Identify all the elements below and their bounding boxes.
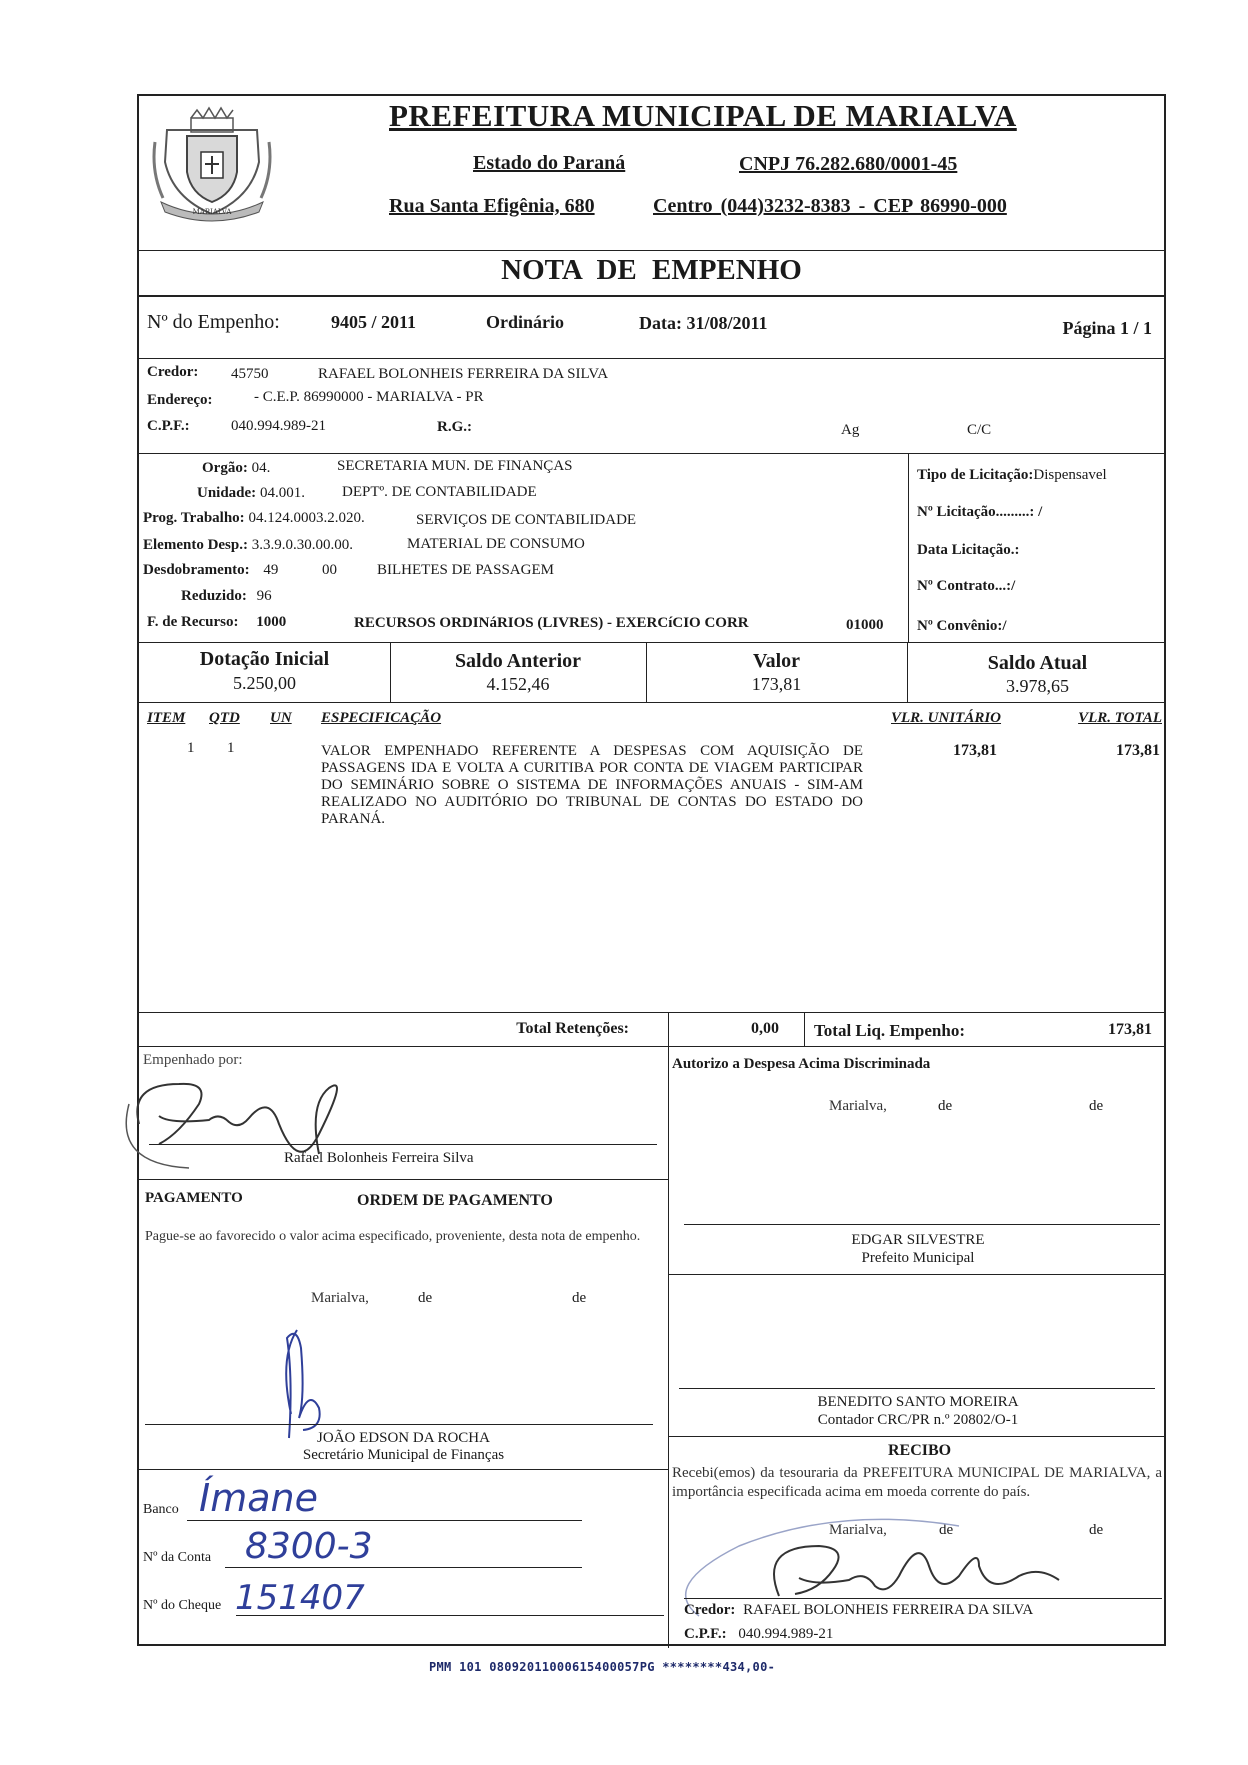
autorizo-label: Autorizo a Despesa Acima Discriminada [672,1056,931,1072]
contact-label: Centro (044)3232-8383 - CEP 86990-000 [653,195,1007,217]
cpf-value: 040.994.989-21 [231,418,326,434]
item-description: VALOR EMPENHADO REFERENTE A DESPESAS COM AQUISIÇÃO DE PASSAGENS IDA E VOLTA A CURITIBA POR CONTA DE VIAGEM PARTICIPAR DO SEMINÁRIO SOBRE O SISTEMA DE INFORMAÇÕES ANUAIS - SIM-AM REALIZADO NO AUDITÓRIO DO TRIBUNAL DE CONTAS DO ESTADO DO PARANÁ. [321,743,863,827]
col-vlr-unit: VLR. UNITÁRIO [891,710,1002,726]
secretario-cargo: Secretário Municipal de Finanças [302,1447,505,1463]
municipality-title: PREFEITURA MUNICIPAL DE MARIALVA [389,98,1017,133]
elem-row: Elemento Desp.: 3.3.9.0.30.00.00. [143,537,353,553]
licitacao-convenio: Nº Convênio:/ [917,618,1007,634]
banco-value: Ímane [199,1476,318,1520]
prog-name: SERVIÇOS DE CONTABILIDADE [416,512,637,528]
total-liq-value: 173,81 [1108,1021,1152,1038]
desd-row: Desdobramento: 49 [143,562,279,578]
total-retencoes-label: Total Retenções: [516,1020,629,1037]
cc-label: C/C [967,422,992,438]
saldo-dotacao: Dotação Inicial 5.250,00 [199,648,330,693]
address-label: Rua Santa Efigênia, 680 [389,195,595,217]
cnpj-label: CNPJ 76.282.680/0001-45 [739,153,958,175]
recibo-label: RECIBO [888,1442,952,1459]
licitacao-numero: Nº Licitação.........: / [917,504,1043,520]
items-section [139,702,1168,1012]
empenho-type: Ordinário [486,312,565,332]
endereco-label: Endereço: [147,392,213,408]
autorizo-local: Marialva, [829,1098,887,1114]
unidade-name: DEPTº. DE CONTABILIDADE [342,484,537,500]
document-frame [137,94,1166,1646]
orgao-row: Orgão: 04. [202,460,271,476]
state-label: Estado do Paraná [473,152,626,174]
conta-value: 8300-3 [245,1526,373,1567]
item-number: 1 [187,740,195,756]
credor-name: RAFAEL BOLONHEIS FERREIRA DA SILVA [318,366,609,382]
recibo-credor: Credor: RAFAEL BOLONHEIS FERREIRA DA SILVA [684,1602,1034,1618]
empenho-number: 9405 / 2011 [331,312,417,332]
saldo-anterior: Saldo Anterior 4.152,46 [454,650,582,694]
prefeito-cargo: Prefeito Municipal [861,1250,975,1266]
ordem-pagamento-label: ORDEM DE PAGAMENTO [357,1192,553,1209]
svg-text:MARIALVA: MARIALVA [192,208,232,216]
licitacao-tipo: Tipo de Licitação:Dispensavel [917,467,1107,483]
pagamento-label: PAGAMENTO [145,1190,243,1206]
total-liq-label: Total Liq. Empenho: [814,1021,965,1040]
orgao-name: SECRETARIA MUN. DE FINANÇAS [337,458,573,474]
recibo-de2: de [1089,1522,1104,1538]
empenhado-label: Empenhado por: [143,1052,243,1068]
cheque-label: Nº do Cheque [143,1598,222,1613]
footer-code: PMM 101 08092011000615400057PG ********434,00- [429,1660,776,1674]
cheque-value: 151407 [235,1578,365,1618]
rg-label: R.G.: [437,419,472,435]
fonte-num: 01000 [846,617,884,633]
secretario-name: JOÃO EDSON DA ROCHA [317,1430,490,1446]
desd-sub: 00 [322,562,337,578]
recibo-cpf: C.P.F.: 040.994.989-21 [684,1626,834,1642]
ag-label: Ag [841,422,860,438]
item-vlr-unit: 173,81 [953,742,997,759]
empenho-number-label: Nº do Empenho: [147,311,280,333]
unidade-row: Unidade: 04.001. [197,485,305,501]
col-item: ITEM [147,710,186,726]
licitacao-data: Data Licitação.: [917,542,1020,558]
page-number: Página 1 / 1 [1062,318,1152,338]
saldo-atual: Saldo Atual 3.978,65 [987,652,1088,696]
recibo-text: Recebi(emos) da tesouraria da PREFEITURA MUNICIPAL DE MARIALVA, a importância especificada acima em moeda corrente do país. [672,1465,1162,1500]
item-qtd: 1 [227,740,235,756]
pagamento-de1: de [418,1290,433,1306]
conta-label: Nº da Conta [143,1550,212,1565]
fonte-name: RECURSOS ORDINáRIOS (LIVRES) - EXERCíCIO CORR [354,615,749,631]
pagamento-de2: de [572,1290,587,1306]
secretario-signature [239,1318,359,1448]
reduzido-row: Reduzido: 96 [181,588,272,604]
endereco-value: - C.E.P. 86990000 - MARIALVA - PR [254,389,484,405]
recibo-local: Marialva, [829,1522,887,1538]
prefeito-name: EDGAR SILVESTRE [851,1232,985,1248]
banco-label: Banco [143,1502,179,1517]
recibo-de1: de [939,1522,954,1538]
elem-name: MATERIAL DE CONSUMO [407,536,585,552]
col-espec: ESPECIFICAÇÃO [321,710,442,726]
total-retencoes-value: 0,00 [751,1020,779,1037]
licitacao-contrato: Nº Contrato...:/ [917,578,1016,594]
col-vlr-total: VLR. TOTAL [1078,710,1162,726]
saldo-valor: Valor 173,81 [751,650,802,694]
contador-cargo: Contador CRC/PR n.º 20802/O-1 [817,1412,1019,1428]
coat-of-arms-logo [147,102,277,226]
fonte-row: F. de Recurso: 1000 [147,614,287,630]
autorizo-de1: de [938,1098,953,1114]
pagamento-local: Marialva, [311,1290,369,1306]
empenhado-name: Rafael Bolonheis Ferreira Silva [284,1150,474,1166]
pagamento-text: Pague-se ao favorecido o valor acima especificado, proveniente, desta nota de empenho. [145,1229,641,1244]
col-qtd: QTD [209,710,240,726]
desd-name: BILHETES DE PASSAGEM [377,562,554,578]
contador-name: BENEDITO SANTO MOREIRA [817,1394,1019,1410]
col-un: UN [270,710,292,726]
cpf-label: C.P.F.: [147,418,190,434]
autorizo-de2: de [1089,1098,1104,1114]
item-vlr-total: 173,81 [1116,742,1160,759]
prog-row: Prog. Trabalho: 04.124.0003.2.020. [143,510,365,526]
empenho-date: Data: 31/08/2011 [639,313,768,333]
doc-title: NOTA DE EMPENHO [501,254,802,286]
credor-code: 45750 [231,366,269,382]
credor-label: Credor: [147,364,199,380]
